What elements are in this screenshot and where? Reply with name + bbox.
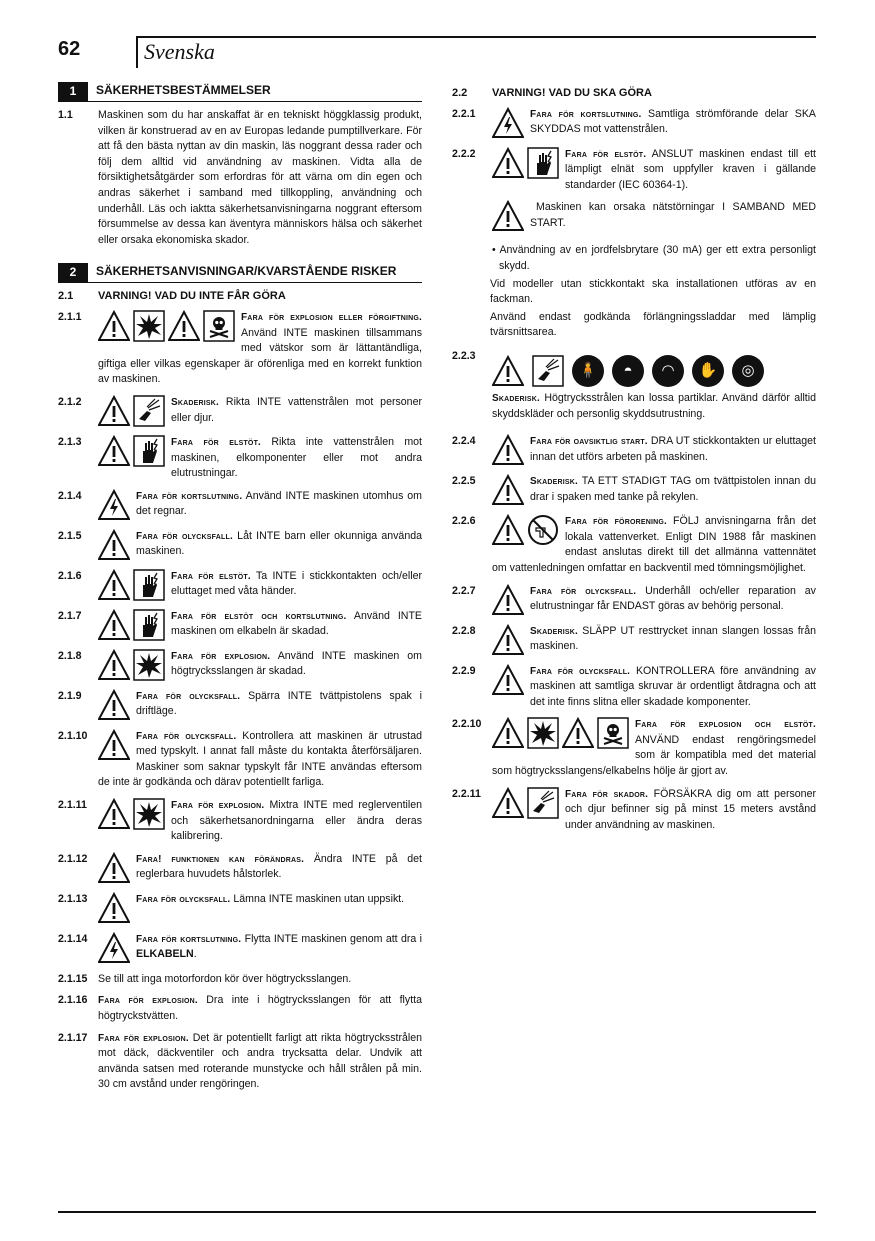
warning-icon (492, 474, 524, 506)
item-2-1-2 (58, 395, 422, 428)
item-text: Högtrycksstrålen kan lossa partiklar. Använd därför alltid skyddskläder och personlig skyddsutrustning. (492, 391, 816, 420)
icon-group (492, 107, 524, 139)
item-text: TA ETT STADIGT TAG om tvättpistolen innan du drar i spaken med tanke på rekylen. (530, 475, 816, 503)
hazard-label: Fara för skador. (565, 788, 649, 800)
item-number: 1.1 (58, 109, 73, 121)
icon-group (492, 434, 524, 466)
icon-group (492, 717, 629, 749)
warning-icon (98, 892, 130, 924)
icon-group (98, 529, 130, 561)
item-2-1-7 (58, 609, 422, 642)
icon-group (98, 689, 130, 721)
icon-group (98, 609, 165, 641)
item-text: DRA UT stickkontakten ur eluttaget innan det utförs arbeten på maskinen. (530, 435, 816, 463)
ear-protection-icon: ◠ (652, 355, 684, 387)
warning-icon (562, 717, 594, 749)
item-2-1-5 (58, 529, 422, 562)
electric-shock-hand-icon (527, 147, 559, 179)
icon-group (492, 147, 559, 179)
item-2-2-11 (452, 787, 816, 834)
item-number: 2.1.1 (58, 310, 82, 323)
warning-icon (98, 435, 130, 467)
bullet-rcd: • Användning av en jordfelsbrytare (30 mA) ger ett extra personligt skydd. (492, 244, 816, 272)
item-text: Låt INTE barn eller okunniga använda maskinen. (136, 529, 422, 558)
gloves-icon: ✋ (692, 355, 724, 387)
item-text: Använd INTE maskinen tillsammans med vätskor som är lättantändliga, giftiga eller vilkas egenskaper är oförenliga med en korrekt funktion av maskinen. (98, 326, 422, 386)
hazard-label: Skaderisk. (530, 625, 579, 637)
icon-group (98, 489, 130, 521)
icon-group (98, 395, 165, 427)
item-number: 2.2.9 (452, 664, 476, 677)
subsection-2-2-heading (452, 86, 816, 102)
icon-group (98, 310, 235, 342)
left-column (58, 82, 422, 1099)
item-number: 2.1.17 (58, 1031, 88, 1044)
item-number: 2.2.10 (452, 718, 482, 731)
warning-icon (492, 584, 524, 616)
item-text: SLÄPP UT resttrycket innan slangen lossas från maskinen. (530, 624, 816, 653)
warning-icon (168, 310, 200, 342)
section-title: SÄKERHETSBESTÄMMELSER (96, 83, 271, 97)
hazard-label: Fara för elstöt. (171, 436, 262, 448)
hazard-label: Fara för olycksfall. (136, 690, 241, 702)
warning-icon (98, 395, 130, 427)
item-text: Rikta inte vattenstrålen mot maskinen, elkomponenter eller mot andra elutrustningar. (171, 435, 422, 480)
warning-icon (492, 200, 524, 232)
item-number: 2.1.11 (58, 799, 87, 812)
hazard-label: Fara för olycksfall. (136, 730, 237, 742)
page-number: 62 (58, 38, 81, 60)
item-text: ANSLUT maskinen endast till ett lämpligt elnät som uppfyller kraven i gällande standarder (IEC 60364-1). (565, 147, 816, 191)
electric-shock-hand-icon (133, 569, 165, 601)
item-number: 2.1.12 (58, 852, 88, 865)
warning-icon (492, 787, 524, 819)
item-2-1-3 (58, 435, 422, 482)
item-number: 2.1.8 (58, 649, 82, 662)
note-start (452, 200, 816, 236)
icon-group (98, 569, 165, 601)
hazard-label: Fara för explosion. (98, 1032, 189, 1044)
hazard-label: Fara för kortslutning. (530, 108, 642, 120)
warning-icon (98, 609, 130, 641)
warning-icon (98, 729, 130, 761)
warning-icon (492, 514, 524, 546)
hazard-label: Fara för olycksfall. (136, 530, 233, 542)
item-2-2-2 (452, 147, 816, 194)
icon-group (98, 435, 165, 467)
item-number: 2.1.10 (58, 729, 88, 742)
note-plug: Vid modeller utan stickkontakt ska installationen utföras av en fackman. (490, 277, 816, 306)
item-text: Spärra INTE tvättpistolens spak i driftläge. (136, 689, 422, 718)
hazard-label: Fara för explosion. (171, 650, 271, 662)
icon-group (492, 200, 524, 232)
item-2-1-15 (58, 972, 422, 988)
item-number: 2.1.3 (58, 435, 82, 448)
item-number: 2.2.11 (452, 787, 481, 800)
hazard-label: Skaderisk. (492, 392, 541, 404)
item-text: KONTROLLERA före användning av maskinen att samtliga skruvar är ordentligt åtdragna och att det inte finns slitna eller skadade komponenter. (530, 664, 816, 708)
toxic-skull-icon (597, 717, 629, 749)
item-2-2-9 (452, 664, 816, 711)
hazard-label: Fara för explosion och elstöt. (635, 719, 816, 731)
hazard-label: Fara för explosion eller förgiftning. (241, 311, 422, 323)
item-text: Flytta INTE maskinen genom att dra i (241, 932, 422, 945)
item-number: 2.1.16 (58, 994, 88, 1007)
electric-hazard-icon (98, 932, 130, 964)
language-title: Svenska (144, 39, 215, 64)
item-text-tail: . (193, 948, 197, 961)
icon-group (492, 624, 524, 656)
hazard-label: Fara för elstöt. (171, 570, 251, 582)
item-number: 2.2.5 (452, 475, 476, 488)
item-text: Använd INTE maskinen utomhus om det regnar. (136, 489, 422, 518)
item-text: ANVÄND endast rengöringsmedel som är kompatibla med det material som högtrycksslangens/elkabelns hölje är gjort av. (492, 733, 816, 778)
paragraph-text: Maskinen som du har anskaffat är en tekniskt höggklassig produkt, vilken är konstruerad av en av Europas ledande pumptillverkare. För att få den bästa nyttan av din maskin, läs noggrant dessa rader och följ dem alltid vid användning av maskinen. Vidta alla de försiktighetsåtgärder som erfordras för att värna om din egen och andras säkerhet i samband med tillkoppling, användning och underhåll. Läs och iaktta säkerhetsanvisningarna noggrant eftersom försummelse av dessa kan äventyra människors hälsa och säkerhet eller orsaka ekonomiska skador. (98, 109, 422, 246)
item-text: Mixtra INTE med reglerventilen och säkerhetsanordningarna eller ändra deras kalibrering. (171, 799, 423, 843)
item-2-1-6 (58, 569, 422, 602)
spray-hazard-icon (532, 355, 564, 387)
protective-clothing-icon: 🧍 (572, 355, 604, 387)
hazard-label: Skaderisk. (171, 396, 220, 408)
warning-icon (98, 310, 130, 342)
icon-group (492, 787, 559, 819)
item-text: Rikta INTE vattenstrålen mot personer eller djur. (171, 395, 422, 424)
item-2-2-8 (452, 624, 816, 657)
electric-hazard-icon (492, 107, 524, 139)
hazard-label: Skaderisk. (530, 476, 579, 488)
hazard-label: Fara för explosion. (98, 995, 198, 1007)
item-2-2-7 (452, 584, 816, 617)
warning-icon (98, 529, 130, 561)
page-header (58, 36, 816, 68)
hazard-label: Fara för kortslutning. (136, 933, 242, 945)
goggles-icon: ◎ (732, 355, 764, 387)
item-text: FÖRSÄKRA dig om att personer och djur befinner sig på minst 15 meters avstånd under användning av maskinen. (565, 787, 816, 831)
item-text: Samtliga strömförande delar SKA SKYDDAS mot vattenstrålen. (530, 107, 816, 136)
item-number: 2.1.9 (58, 689, 82, 702)
header-divider (136, 36, 138, 68)
item-text: FÖLJ anvisningarna från det lokala vattenverket. Enligt DIN 1988 får maskinen endast anslutas direkt till det allmänna vattennätet om vattenledningen omfattar en backventil med tömningsmöjlighet. (492, 515, 816, 574)
item-number: 2.2.8 (452, 624, 476, 637)
item-text: Se till att inga motorfordon kör över högtrycksslangen. (98, 972, 352, 985)
item-text: Ändra INTE på det reglerbara huvudets hålstorlek. (136, 852, 422, 881)
item-number: 2.1.13 (58, 892, 88, 905)
section-1-heading (58, 82, 422, 102)
section-number: 1 (58, 82, 88, 101)
icon-group (492, 474, 524, 506)
item-2-1-17 (58, 1031, 422, 1093)
subsection-number: 2.1 (58, 290, 74, 303)
footer-rule (58, 1211, 816, 1213)
section-title: SÄKERHETSANVISNINGAR/KVARSTÅENDE RISKER (96, 264, 397, 279)
hazard-label: Fara för explosion. (171, 800, 265, 812)
explosion-icon (133, 798, 165, 830)
warning-icon (98, 798, 130, 830)
warning-icon (98, 689, 130, 721)
item-number: 2.1.5 (58, 529, 82, 542)
icon-group (98, 852, 130, 884)
header-rule (136, 36, 816, 38)
item-text: Använd INTE maskinen om högtrycksslangen är skadad. (171, 649, 422, 678)
item-2-1-1 (58, 310, 422, 388)
item-2-2-1 (452, 107, 816, 140)
warning-icon (492, 624, 524, 656)
item-2-2-10 (452, 717, 816, 779)
warning-icon (492, 147, 524, 179)
hazard-label: Fara för kortslutning. (136, 490, 243, 502)
electric-shock-hand-icon (133, 609, 165, 641)
warning-icon (492, 664, 524, 696)
item-number: 2.1.4 (58, 489, 82, 502)
item-number: 2.1.7 (58, 609, 82, 622)
item-number: 2.2.4 (452, 435, 476, 448)
item-text: Det är potentiellt farligt att rikta högtrycksstrålen mot däck, däckventiler och andra trycksatta delar. Undvik att använda satsen med roterande munstycke och håll strålen på min. 30 cm avstånd under rengöringen. (98, 1031, 423, 1091)
item-text: Kontrollera att maskinen är utrustad med typskylt. I annat fall måste du kontakta återförsäljaren. Maskiner som saknar typskylt får INTE användas eftersom de inte är godkända och därav potentiellt farliga. (98, 729, 422, 789)
hazard-label: Fara för elstöt. (565, 148, 647, 160)
item-2-2-5 (452, 474, 816, 507)
electric-hazard-icon (98, 489, 130, 521)
explosion-icon (133, 649, 165, 681)
subsection-title: VARNING! VAD DU SKA GÖRA (492, 87, 652, 99)
hazard-label: Fara för oavsiktlig start. (530, 436, 648, 448)
item-number: 2.2.1 (452, 107, 476, 120)
warning-icon (492, 355, 524, 387)
hazard-label: Fara för olycksfall. (530, 665, 631, 677)
item-2-1-10 (58, 729, 422, 791)
hazard-label: Fara! funktionen kan förändras. (136, 853, 305, 865)
subsection-number: 2.2 (452, 87, 468, 99)
subsection-title: VARNING! VAD DU INTE FÅR GÖRA (98, 290, 286, 303)
item-text: Använd INTE maskinen om elkabeln är skadad. (171, 609, 422, 638)
item-2-1-11 (58, 798, 422, 845)
icon-group (98, 798, 165, 830)
note-extension: Använd endast godkända förlängningssladdar med lämplig tvärsnittsarea. (490, 310, 816, 339)
item-2-2-6 (452, 514, 816, 576)
hazard-label: Fara för olycksfall. (530, 585, 637, 597)
emphasis-text: ELKABELN (136, 948, 194, 961)
spray-hazard-icon (527, 787, 559, 819)
warning-icon (98, 852, 130, 884)
item-2-1-8 (58, 649, 422, 682)
warning-icon (492, 717, 524, 749)
item-2-2-4 (452, 434, 816, 467)
icon-group (98, 729, 130, 761)
right-column (452, 82, 816, 840)
item-2-2-3 (452, 349, 816, 422)
item-text: Lämna INTE maskinen utan uppsikt. (230, 892, 405, 905)
icon-group (492, 514, 559, 546)
item-2-1-12 (58, 852, 422, 885)
spray-hazard-icon (133, 395, 165, 427)
icon-group (98, 932, 130, 964)
hazard-label: Fara för förorening. (565, 516, 668, 528)
warning-icon (98, 649, 130, 681)
warning-icon (98, 569, 130, 601)
warning-icon (492, 434, 524, 466)
item-number: 2.1.14 (58, 932, 88, 945)
subsection-2-1-heading (58, 289, 422, 305)
item-2-1-4 (58, 489, 422, 522)
paragraph-1-1 (58, 108, 422, 248)
note-text: Maskinen kan orsaka nätstörningar I SAMBAND MED START. (530, 201, 816, 229)
item-2-1-14 (58, 932, 422, 965)
item-number: 2.2.7 (452, 584, 476, 597)
section-2-heading (58, 263, 422, 283)
icon-group (98, 892, 130, 924)
item-2-1-9 (58, 689, 422, 722)
item-text: Underhåll och/eller reparation av elutrustningar får ENDAST göras av behörig personal. (530, 584, 816, 613)
item-number: 2.2.2 (452, 147, 476, 160)
item-number: 2.1.15 (58, 972, 88, 985)
helmet-icon: ◓ (612, 355, 644, 387)
hazard-label: Fara för elstöt och kortslutning. (171, 610, 347, 622)
item-text: Ta INTE i stickkontakten och/eller eluttaget med våta händer. (171, 569, 422, 598)
ppe-icon-row (492, 349, 816, 387)
icon-group (492, 664, 524, 696)
item-number: 2.2.6 (452, 515, 476, 528)
section-number: 2 (58, 263, 88, 282)
icon-group (98, 649, 165, 681)
icon-group (492, 584, 524, 616)
no-drinking-water-icon (527, 514, 559, 546)
item-2-1-16 (58, 993, 422, 1024)
item-number: 2.1.2 (58, 395, 82, 408)
item-number: 2.2.3 (452, 349, 476, 362)
item-text: Dra inte i högtrycksslangen för att flytta högtryckstvätten. (98, 994, 422, 1023)
toxic-skull-icon (203, 310, 235, 342)
explosion-icon (133, 310, 165, 342)
electric-shock-hand-icon (133, 435, 165, 467)
item-number: 2.1.6 (58, 569, 82, 582)
item-2-1-13 (58, 892, 422, 925)
hazard-label: Fara för olycksfall. (136, 893, 231, 905)
explosion-icon (527, 717, 559, 749)
